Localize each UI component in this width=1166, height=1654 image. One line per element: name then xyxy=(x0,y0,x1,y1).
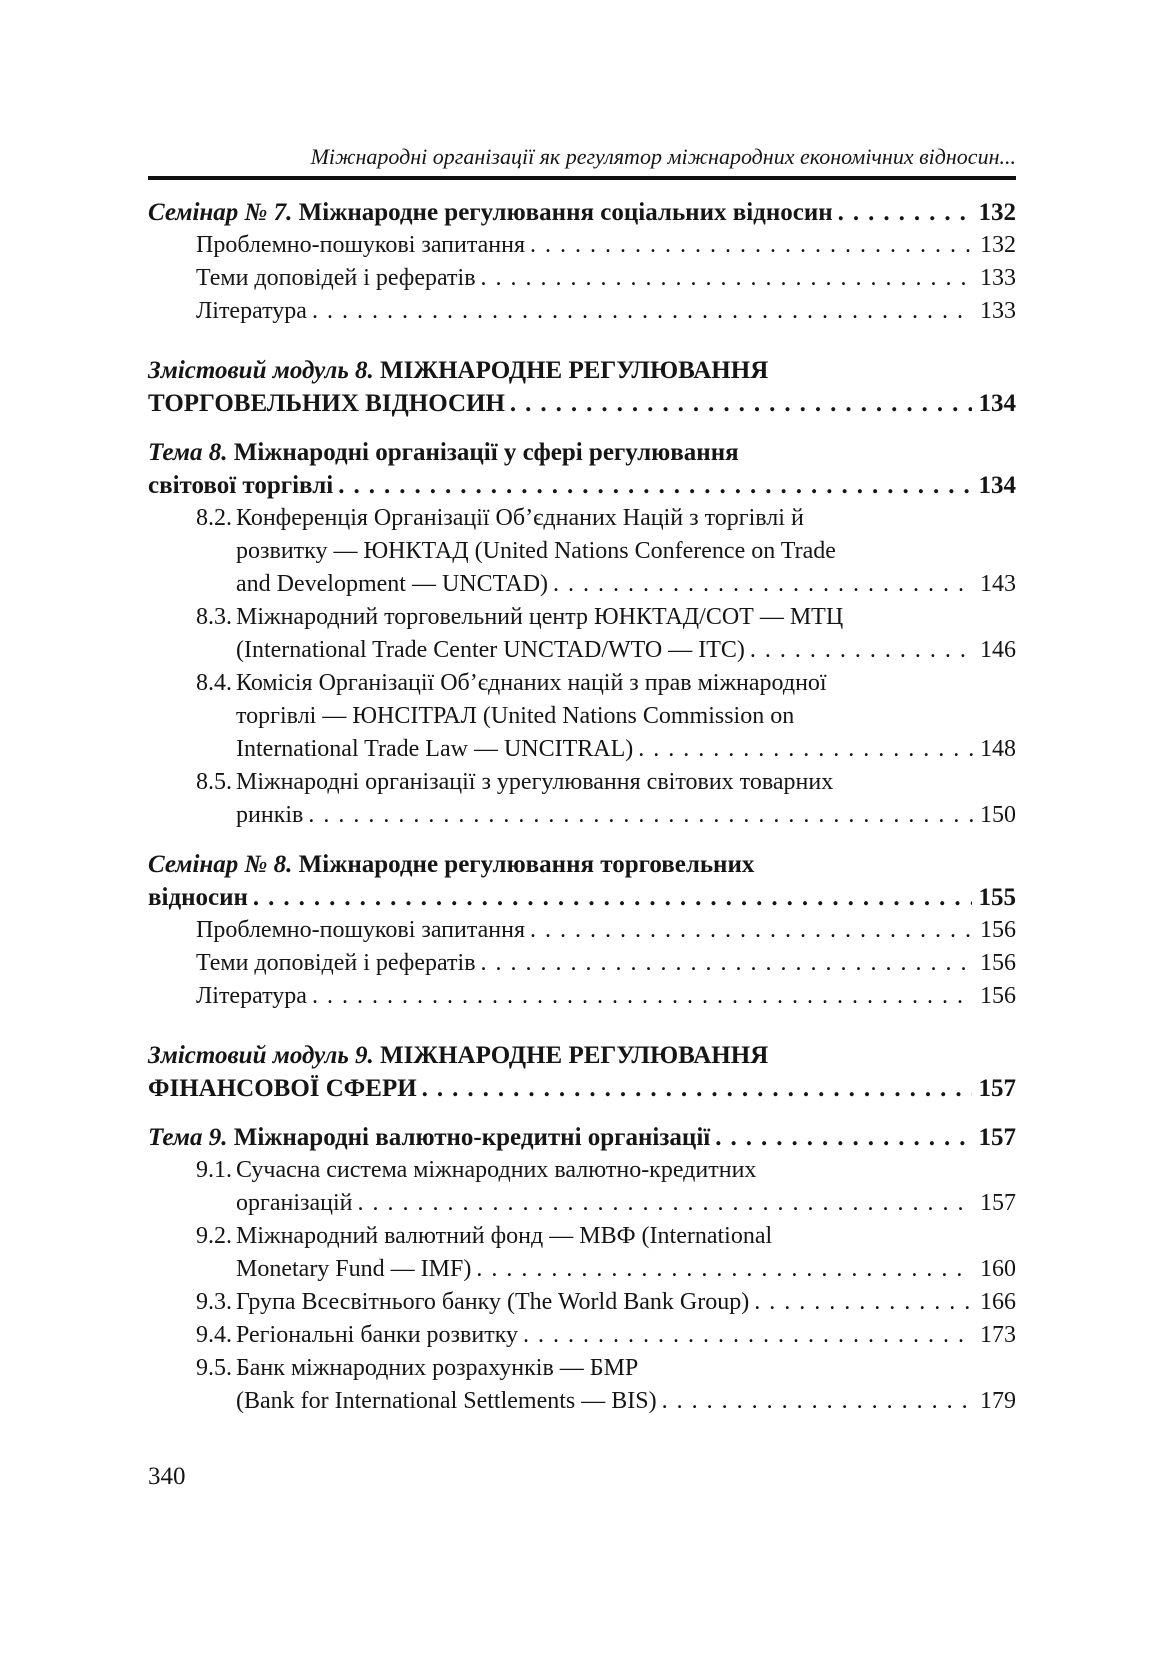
page-number: 160 xyxy=(980,1256,1016,1282)
dot-leader xyxy=(715,1121,971,1154)
toc-line xyxy=(236,1253,1016,1286)
dot-leader xyxy=(312,980,973,1013)
page-number: 155 xyxy=(978,884,1016,911)
page-number: 148 xyxy=(980,736,1016,762)
toc-entry-text-segment: торгівлі — ЮНСІТРАЛ (United Nations Commission on xyxy=(236,703,795,729)
toc-entry-text xyxy=(148,387,505,420)
toc-entry-text xyxy=(148,1121,710,1154)
toc-line xyxy=(196,914,1016,947)
toc-line xyxy=(148,881,1016,914)
toc-line xyxy=(236,700,1016,733)
table-of-contents xyxy=(148,196,1016,1418)
toc-line xyxy=(148,196,1016,229)
toc-entry xyxy=(148,1154,1016,1220)
dot-leader xyxy=(481,947,973,980)
toc-entry-text-segment: (International Trade Center UNCTAD/WTO — ITC) xyxy=(236,637,745,663)
toc-line xyxy=(148,1039,1016,1072)
toc-line xyxy=(148,469,1016,502)
toc-entry-text-segment: світової торгівлі xyxy=(148,472,334,499)
toc-line xyxy=(196,1352,1016,1385)
toc-line xyxy=(196,1154,1016,1187)
page-number: 133 xyxy=(980,298,1016,324)
toc-entry-text-segment: Література xyxy=(196,983,307,1009)
page-number: 134 xyxy=(978,390,1016,417)
toc-entry-text-segment: Проблемно-пошукові запитання xyxy=(196,232,526,258)
toc-entry-text-segment: Monetary Fund — IMF) xyxy=(236,1256,472,1282)
page-number: 179 xyxy=(980,1388,1016,1414)
toc-line xyxy=(148,436,1016,469)
page-number: 156 xyxy=(980,983,1016,1009)
toc-entry-number: 9.5. xyxy=(196,1355,232,1381)
toc-entry-text-segment: ТОРГОВЕЛЬНИХ ВІДНОСИН xyxy=(148,390,505,417)
toc-entry xyxy=(148,1220,1016,1286)
toc-entry xyxy=(148,262,1016,295)
toc-entry-text xyxy=(148,1039,768,1072)
toc-entry-text xyxy=(236,1253,471,1286)
dot-leader xyxy=(481,262,973,295)
toc-line xyxy=(148,354,1016,387)
toc-entry-text-segment: МІЖНАРОДНЕ РЕГУЛЮВАННЯ xyxy=(380,357,769,384)
toc-line xyxy=(196,766,1016,799)
toc-entry-text-segment: МІЖНАРОДНЕ РЕГУЛЮВАННЯ xyxy=(380,1042,769,1069)
toc-entry-text-segment: Міжнародне регулювання соціальних відносин xyxy=(298,199,833,226)
toc-entry xyxy=(148,1039,1016,1105)
toc-entry xyxy=(148,667,1016,766)
toc-entry-number: 9.2. xyxy=(196,1223,232,1249)
toc-entry-text-segment: International Trade Law — UNCITRAL) xyxy=(236,736,634,762)
toc-entry-text-segment: Змістовий модуль 8. xyxy=(148,357,381,384)
toc-entry-text xyxy=(236,502,804,535)
toc-entry-text xyxy=(148,848,754,881)
dot-leader xyxy=(422,1072,972,1105)
toc-entry xyxy=(148,229,1016,262)
page-number: 146 xyxy=(980,637,1016,663)
toc-entry xyxy=(148,436,1016,502)
toc-entry xyxy=(148,601,1016,667)
toc-entry-number: 8.3. xyxy=(196,604,232,630)
toc-entry-text-segment: Семінар № 8. xyxy=(148,851,299,878)
dot-leader xyxy=(476,1253,973,1286)
toc-line xyxy=(236,535,1016,568)
toc-entry-number: 9.4. xyxy=(196,1322,232,1348)
toc-entry-text xyxy=(148,196,833,229)
toc-entry-text xyxy=(236,733,633,766)
toc-entry-text xyxy=(196,295,307,328)
toc-entry-text xyxy=(196,262,476,295)
toc-entry-text-segment: Теми доповідей і рефератів xyxy=(196,950,476,976)
toc-entry-text xyxy=(236,766,833,799)
toc-entry-text-segment: Конференція Організації Об’єднаних Націй з торгівлі й xyxy=(236,505,804,531)
toc-entry xyxy=(148,1319,1016,1352)
toc-entry-text xyxy=(196,947,476,980)
toc-entry-text xyxy=(196,229,525,262)
toc-entry-text-segment: Регіональні банки розвитку xyxy=(236,1322,519,1348)
dot-leader xyxy=(510,387,972,420)
page-number: 143 xyxy=(980,571,1016,597)
toc-line xyxy=(236,1187,1016,1220)
toc-entry-text xyxy=(196,914,525,947)
dot-leader xyxy=(530,914,973,947)
folio-page-number: 340 xyxy=(148,1463,186,1490)
toc-line xyxy=(148,848,1016,881)
toc-line xyxy=(148,1072,1016,1105)
dot-leader xyxy=(638,733,973,766)
toc-entry-text xyxy=(236,1220,772,1253)
toc-entry-text xyxy=(236,667,827,700)
toc-entry-text-segment: Міжнародні організації з урегулювання світових товарних xyxy=(236,769,834,795)
toc-entry-text-segment: (Bank for International Settlements — BIS) xyxy=(236,1388,657,1414)
toc-entry-text-segment: організацій xyxy=(236,1190,353,1216)
toc-entry xyxy=(148,196,1016,229)
toc-entry-text xyxy=(148,354,768,387)
dot-leader xyxy=(523,1319,973,1352)
page-number: 157 xyxy=(978,1075,1016,1102)
toc-entry xyxy=(148,848,1016,914)
dot-leader xyxy=(530,229,973,262)
toc-entry-number: 8.5. xyxy=(196,769,232,795)
dot-leader xyxy=(553,568,973,601)
dot-leader xyxy=(754,1286,973,1319)
toc-entry-number: 9.1. xyxy=(196,1157,232,1183)
toc-line xyxy=(196,980,1016,1013)
header-rule xyxy=(148,176,1016,180)
toc-line xyxy=(148,387,1016,420)
toc-line xyxy=(196,667,1016,700)
toc-entry xyxy=(148,914,1016,947)
page-number: 157 xyxy=(980,1190,1016,1216)
toc-entry-text xyxy=(236,634,745,667)
toc-entry-text-segment: Тема 9. xyxy=(148,1124,234,1151)
toc-line xyxy=(236,568,1016,601)
page-number: 157 xyxy=(978,1124,1016,1151)
toc-entry-text xyxy=(236,1319,518,1352)
toc-entry-number: 8.2. xyxy=(196,505,232,531)
dot-leader xyxy=(253,881,972,914)
dot-leader xyxy=(308,799,973,832)
toc-line xyxy=(196,1319,1016,1352)
toc-line xyxy=(236,799,1016,832)
toc-line xyxy=(196,262,1016,295)
toc-entry xyxy=(148,1121,1016,1154)
toc-entry-text xyxy=(236,1385,657,1418)
page-number: 150 xyxy=(980,802,1016,828)
toc-entry-text-segment: Проблемно-пошукові запитання xyxy=(196,917,526,943)
page-content-frame xyxy=(148,144,1016,1418)
toc-entry xyxy=(148,502,1016,601)
toc-entry-text-segment: Семінар № 7. xyxy=(148,199,299,226)
toc-entry-text-segment: and Development — UNCTAD) xyxy=(236,571,549,597)
toc-entry-text-segment: Міжнародний торговельний центр ЮНКТАД/СОТ — МТЦ xyxy=(236,604,844,630)
toc-entry-text xyxy=(236,1154,756,1187)
toc-entry-text xyxy=(236,799,303,832)
toc-entry-text-segment: розвитку — ЮНКТАД (United Nations Conference on Trade xyxy=(236,538,836,564)
page-number: 156 xyxy=(980,917,1016,943)
toc-entry xyxy=(148,354,1016,420)
toc-entry-number: 9.3. xyxy=(196,1289,232,1315)
toc-entry-text xyxy=(236,601,843,634)
dot-leader xyxy=(338,469,971,502)
toc-line xyxy=(236,634,1016,667)
toc-line xyxy=(196,295,1016,328)
dot-leader xyxy=(750,634,973,667)
toc-entry-text-segment: Міжнародні валютно-кредитні організації xyxy=(233,1124,711,1151)
toc-entry-number: 8.4. xyxy=(196,670,232,696)
page-number: 132 xyxy=(980,232,1016,258)
toc-entry xyxy=(148,1286,1016,1319)
toc-entry xyxy=(148,766,1016,832)
toc-line xyxy=(236,733,1016,766)
toc-entry-text-segment: Міжнародні організації у сфері регулювання xyxy=(233,439,739,466)
toc-entry-text xyxy=(148,1072,417,1105)
toc-entry-text-segment: Група Всесвітнього банку (The World Bank Group) xyxy=(236,1289,750,1315)
toc-entry xyxy=(148,980,1016,1013)
toc-entry-text xyxy=(236,1286,749,1319)
dot-leader xyxy=(838,196,972,229)
toc-line xyxy=(196,229,1016,262)
toc-entry xyxy=(148,947,1016,980)
page-number: 132 xyxy=(978,199,1016,226)
toc-entry-text xyxy=(148,881,248,914)
toc-entry-text-segment: відносин xyxy=(148,884,248,911)
toc-entry-text-segment: Література xyxy=(196,298,307,324)
toc-entry-text-segment: Сучасна система міжнародних валютно-кредитних xyxy=(236,1157,757,1183)
toc-entry-text-segment: Міжнародний валютний фонд — МВФ (International xyxy=(236,1223,773,1249)
toc-line xyxy=(196,1286,1016,1319)
toc-entry-text xyxy=(196,980,307,1013)
toc-entry-text xyxy=(236,535,836,568)
page-number: 166 xyxy=(980,1289,1016,1315)
toc-entry-text xyxy=(148,469,333,502)
toc-line xyxy=(196,601,1016,634)
toc-entry-text xyxy=(236,1187,353,1220)
toc-entry-text-segment: Міжнародне регулювання торговельних xyxy=(298,851,755,878)
toc-line xyxy=(196,947,1016,980)
page-number: 156 xyxy=(980,950,1016,976)
page-number: 173 xyxy=(980,1322,1016,1348)
toc-entry xyxy=(148,295,1016,328)
toc-entry-text xyxy=(236,568,548,601)
toc-entry-text-segment: ФІНАНСОВОЇ СФЕРИ xyxy=(148,1075,417,1102)
toc-line xyxy=(196,1220,1016,1253)
toc-entry-text xyxy=(236,700,794,733)
dot-leader xyxy=(662,1385,973,1418)
page-number: 133 xyxy=(980,265,1016,291)
dot-leader xyxy=(358,1187,974,1220)
dot-leader xyxy=(312,295,973,328)
toc-line xyxy=(196,502,1016,535)
toc-entry-text xyxy=(148,436,739,469)
toc-entry-text-segment: Теми доповідей і рефератів xyxy=(196,265,476,291)
toc-entry-text-segment: Комісія Організації Об’єднаних націй з прав міжнародної xyxy=(236,670,827,696)
toc-entry xyxy=(148,1352,1016,1418)
toc-line xyxy=(236,1385,1016,1418)
running-header: Міжнародні організації як регулятор міжнародних економічних відносин... xyxy=(310,144,1016,169)
toc-entry-text-segment: ринків xyxy=(236,802,304,828)
toc-line xyxy=(148,1121,1016,1154)
page-number: 134 xyxy=(978,472,1016,499)
toc-entry-text-segment: Банк міжнародних розрахунків — БМР xyxy=(236,1355,639,1381)
toc-entry-text-segment: Змістовий модуль 9. xyxy=(148,1042,381,1069)
toc-entry-text-segment: Тема 8. xyxy=(148,439,234,466)
toc-entry-text xyxy=(236,1352,638,1385)
